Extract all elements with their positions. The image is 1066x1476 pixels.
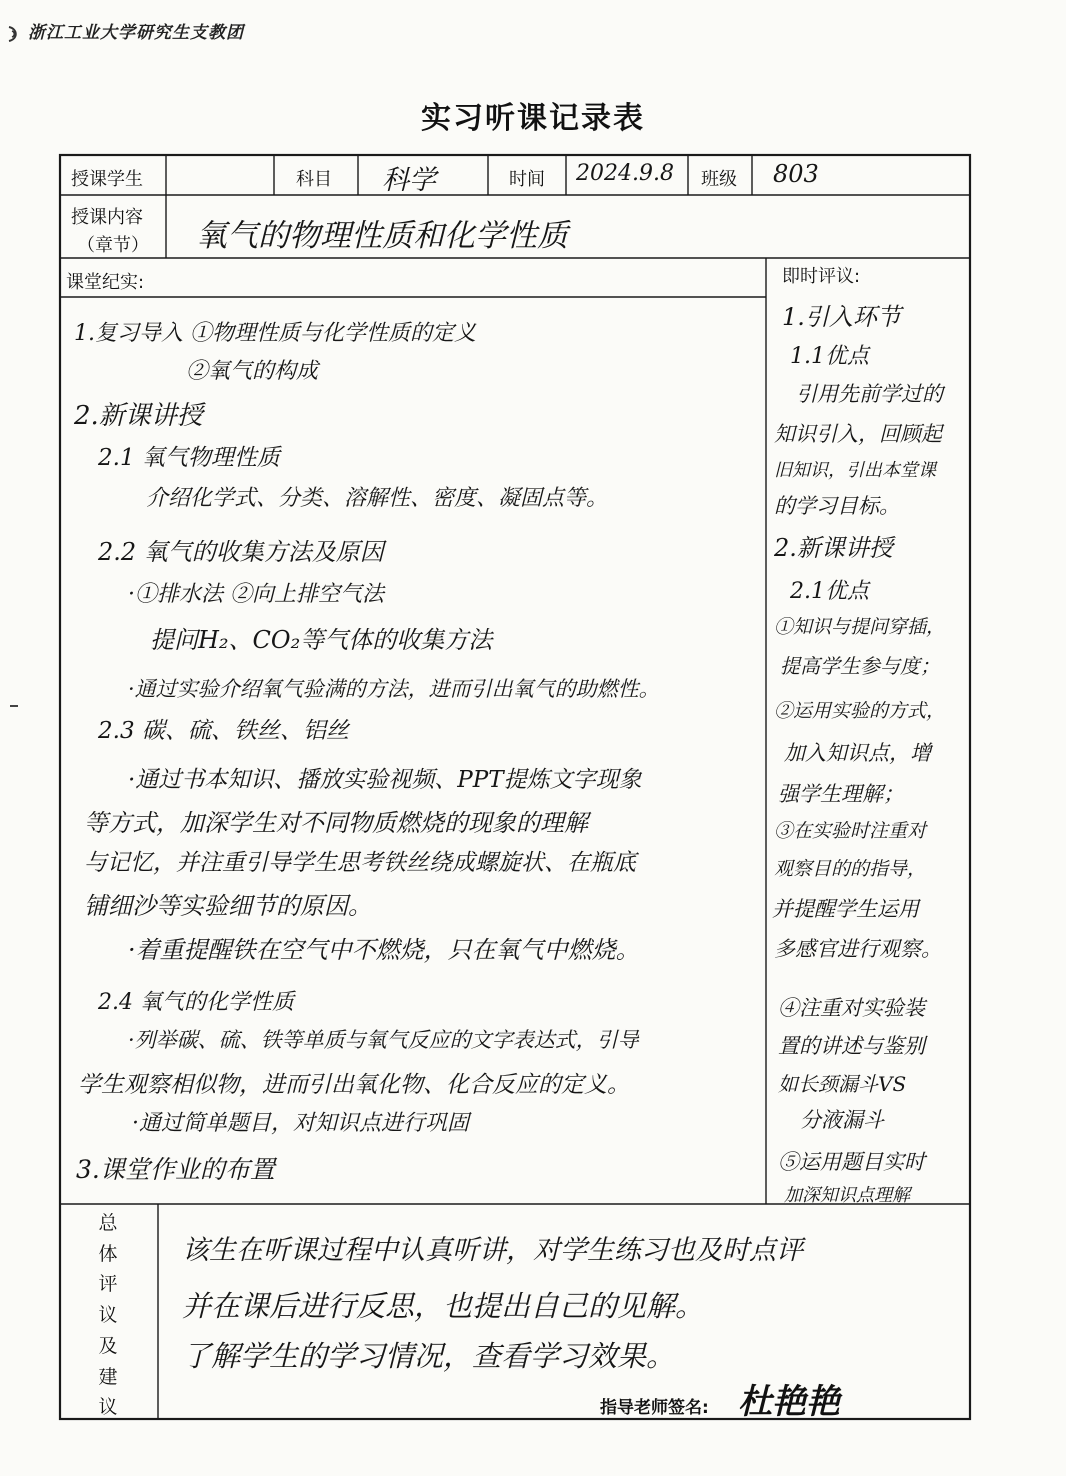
summary-line: 并在课后进行反思，也提出自己的见解。	[182, 1289, 705, 1323]
content-label-sub: （章节）	[77, 235, 149, 256]
record-line: 2.4 氧气的化学性质	[98, 990, 294, 1015]
comment-line: ③在实验时注重对	[774, 820, 927, 842]
summary-line: 了解学生的学习情况，查看学习效果。	[182, 1339, 676, 1373]
comment-line: ①知识与提问穿插，	[774, 616, 946, 638]
subject-label: 科目	[296, 169, 332, 190]
comment-line: 加深知识点理解	[784, 1185, 910, 1206]
class-label: 班级	[701, 169, 737, 190]
page-title: 实习听课记录表	[421, 101, 645, 136]
summary-label	[96, 1208, 120, 1423]
record-line: ·通过实验介绍氧气验满的方法，进而引出氧气的助燃性。	[128, 677, 660, 701]
comment-line: 2.1优点	[790, 579, 869, 604]
summary-label-char: 建	[98, 1365, 118, 1388]
comment-line: 加入知识点，增	[784, 741, 931, 765]
summary-label-char: 体	[98, 1242, 118, 1265]
summary-label-char: 评	[98, 1273, 118, 1296]
comment-line: 强学生理解；	[778, 782, 904, 806]
comment-line: 1.1优点	[790, 344, 869, 369]
comment-line: ②运用实验的方式，	[774, 700, 946, 722]
summary-label-char: 议	[98, 1396, 118, 1419]
comments-label: 即时评议:	[782, 266, 861, 287]
scan-speck	[10, 705, 18, 707]
record-line: ·①排水法 ②向上排空气法	[128, 582, 384, 607]
record-line: ·着重提醒铁在空气中不燃烧，只在氧气中燃烧。	[128, 936, 640, 964]
comment-line: 的学习目标。	[774, 494, 900, 518]
summary-label-char: 议	[98, 1304, 118, 1327]
record-line: 学生观察相似物，进而引出氧化物、化合反应的定义。	[78, 1072, 630, 1098]
org-header	[6, 18, 244, 43]
org-name: 浙江工业大学研究生支教团	[28, 23, 244, 43]
record-line: 与记忆，并注重引导学生思考铁丝绕成螺旋状、在瓶底	[84, 850, 636, 876]
signature-label: 指导老师签名:	[600, 1398, 709, 1418]
comment-line: 2.新课讲授	[774, 534, 893, 562]
record-line: 提问H₂、CO₂等气体的收集方法	[150, 626, 493, 654]
record-line: 介绍化学式、分类、溶解性、密度、凝固点等。	[146, 486, 609, 511]
content-value: 氧气的物理性质和化学性质	[196, 218, 568, 254]
record-line: 2.2 氧气的收集方法及原因	[98, 538, 384, 566]
record-line: 等方式，加深学生对不同物质燃烧的现象的理解	[84, 809, 588, 837]
record-line: 1.复习导入 ①物理性质与化学性质的定义	[74, 321, 476, 346]
record-line: 2.3 碳、硫、铁丝、铝丝	[98, 718, 349, 744]
comment-line: 并提醒学生运用	[772, 897, 919, 921]
comment-line: 置的讲述与鉴别	[778, 1034, 925, 1058]
comment-line: 引用先前学过的	[796, 382, 943, 406]
org-logo-icon	[6, 25, 22, 43]
comment-line: 如长颈漏斗VS	[778, 1072, 907, 1096]
signature: 杜艳艳	[738, 1382, 840, 1422]
content-label: 授课内容	[71, 207, 143, 228]
record-line: 铺细沙等实验细节的原因。	[84, 892, 372, 920]
record-line: 2.1 氧气物理性质	[98, 445, 280, 471]
record-line: ·通过简单题目，对知识点进行巩固	[132, 1111, 469, 1136]
comment-line: ④注重对实验装	[778, 996, 925, 1020]
comment-line: 观察目的的指导，	[774, 858, 927, 880]
comment-line: 知识引入，回顾起	[774, 422, 942, 446]
comment-line: 提高学生参与度；	[780, 654, 940, 678]
summary-label-char: 总	[98, 1212, 118, 1234]
time-value: 2024.9.8	[576, 161, 674, 186]
summary-line: 该生在听课过程中认真听讲，对学生练习也及时点评	[182, 1235, 803, 1266]
record-line: 2.新课讲授	[74, 401, 203, 431]
class-value: 803	[773, 160, 819, 188]
record-line: ②氧气的构成	[186, 359, 319, 384]
comment-line: 旧知识，引出本堂课	[774, 460, 936, 481]
subject-value: 科学	[382, 165, 436, 196]
record-line: ·列举碳、硫、铁等单质与氧气反应的文字表达式，引导	[128, 1028, 639, 1052]
comment-line: 分液漏斗	[800, 1108, 884, 1132]
record-line: ·通过书本知识、播放实验视频、PPT提炼文字现象	[128, 767, 642, 793]
teacher-label: 授课学生	[71, 169, 143, 190]
record-label: 课堂纪实:	[66, 272, 145, 293]
comment-line: ⑤运用题目实时	[778, 1150, 925, 1174]
comment-line: 多感官进行观察。	[774, 937, 942, 961]
comment-line: 1.引入环节	[782, 303, 901, 331]
summary-label-char: 及	[98, 1334, 118, 1357]
record-line: 3.课堂作业的布置	[76, 1155, 275, 1184]
time-label: 时间	[509, 169, 545, 190]
